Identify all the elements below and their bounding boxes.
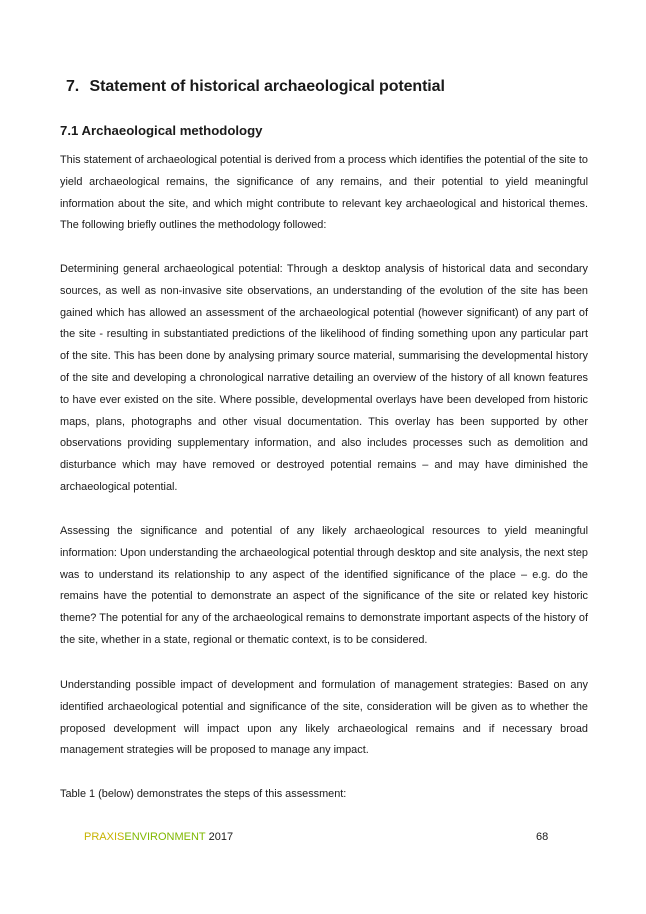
brand-name-part1: PRAXIS	[84, 831, 125, 843]
table-reference-paragraph: Table 1 (below) demonstrates the steps of this assessment:	[60, 788, 347, 800]
footer-brand	[84, 831, 233, 843]
section-heading	[66, 78, 606, 96]
impact-paragraph: Understanding possible impact of development and formulation of management strategies: Based on any identified archaeological potential and significance of the site, consideration will be given as to whether the proposed development will impact upon any likely archaeological remains and if necessary broad management strategies will be proposed to manage any impact.	[60, 679, 588, 757]
page-number: 68	[536, 831, 549, 843]
subsection-heading: 7.1 Archaeological methodology	[60, 123, 263, 138]
significance-paragraph: Assessing the significance and potential of any likely archaeological resources to yield meaningful information: Upon understanding the archaeological potential through desktop and site analysis, the next step was to understand its relationship to any aspect of the identified significance of the place – e.g. do the remains have the potential to demonstrate an aspect of the significance of the site or related key historic theme? The potential for any of the archaeological remains to demonstrate important aspects of the history of the site, whether in a state, regional or thematic context, is to be considered.	[60, 525, 588, 646]
section-title: Statement of historical archaeological potential	[89, 78, 445, 95]
brand-name-part2: ENVIRONMENT	[124, 831, 206, 843]
potential-paragraph: Determining general archaeological potential: Through a desktop analysis of historical data and secondary sources, as well as non-invasive site observations, an understanding of the evolution of the site has been gained which has allowed an assessment of the archaeological potential (however significant) of any part of the site - resulting in substantiated predictions of the likelihood of finding something upon any particular part of the site. This has been done by analysing primary source material, summarising the developmental history of the site and developing a chronological narrative detailing an overview of the history of all known features to have ever existed on the site. Where possible, developmental overlays have been developed from historic maps, plans, photographs and other visual documentation. This overlay has been supported by other observations providing supplementary information, and also includes processes such as demolition and disturbance which may have removed or destroyed potential remains – and may have diminished the archaeological potential.	[60, 263, 588, 493]
footer-year: 2017	[208, 831, 234, 843]
intro-paragraph: This statement of archaeological potential is derived from a process which identifies the potential of the site to yield archaeological remains, the significance of any remains, and their potential to yield meaningful information about the site, and which might contribute to relevant key archaeological and historical themes. The following briefly outlines the methodology followed:	[60, 154, 588, 232]
section-number: 7.	[66, 78, 80, 95]
